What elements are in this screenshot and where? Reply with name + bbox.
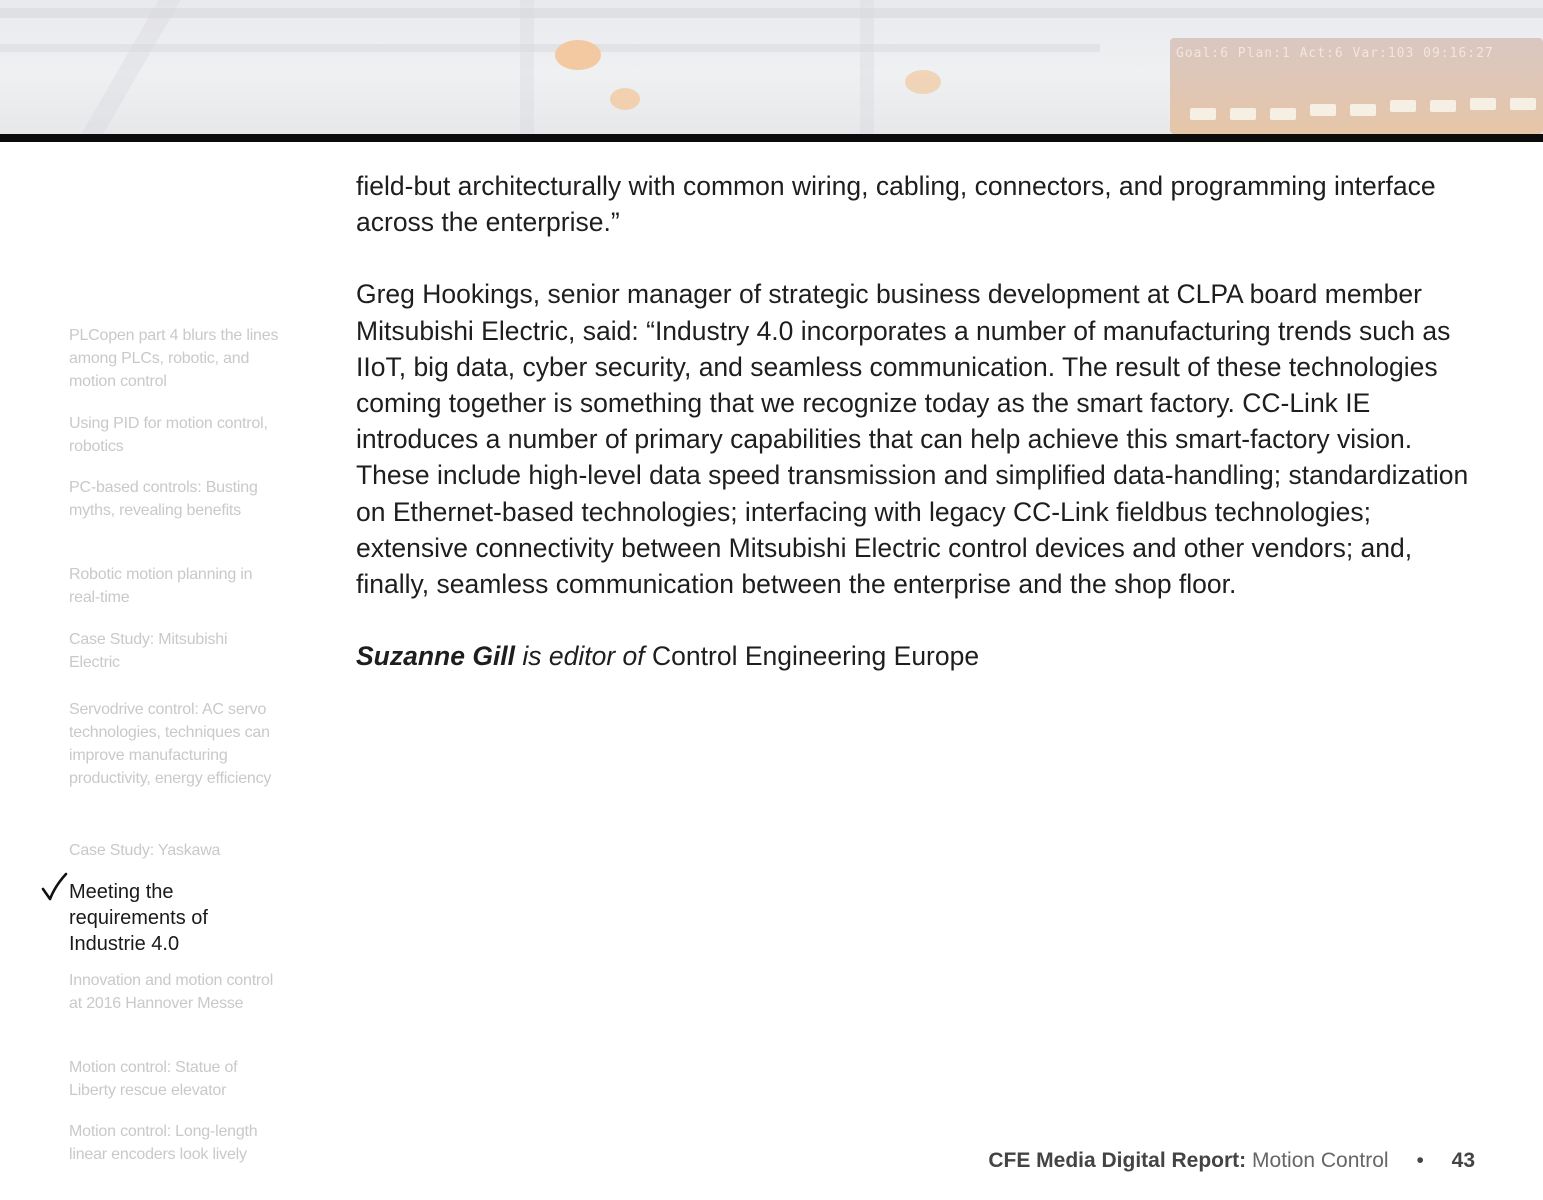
publication-name: Control Engineering Europe (652, 641, 980, 672)
toc-item-linear-encoders[interactable]: Motion control: Long-length linear encoders look lively (69, 1123, 258, 1163)
toc-item-pid-motion[interactable]: Using PID for motion control, robotics (69, 415, 268, 455)
report-topic: Motion Control (1252, 1149, 1389, 1172)
author-byline (356, 638, 1486, 674)
article-paragraph: Greg Hookings, senior manager of strategic business development at CLPA board member Mitsubishi Electric, said: “Industry 4.0 incorporates a number of manufacturing trends such as IIoT, big data, cyber security, and seamless communication. The result of these technologies coming together is something that we recognize today as the smart factory. CC-Link IE introduces a number of primary capabilities that can help achieve this smart-factory vision. These include high-level data speed transmission and simplified data-handling; standardization on Ethernet-based technologies; interfacing with legacy CC-Link fieldbus technologies; extensive connectivity between Mitsubishi Electric control devices and other vendors; and, finally, seamless communication between the enterprise and the shop floor. (356, 279, 1469, 600)
report-title: CFE Media Digital Report: (988, 1149, 1247, 1172)
toc-item-case-study-mitsubishi[interactable]: Case Study: Mitsubishi Electric (69, 631, 228, 671)
production-board-text: Goal:6 Plan:1 Act:6 Var:103 09:16:27 (1176, 46, 1494, 61)
author-name: Suzanne Gill (356, 641, 516, 672)
toc-item-plcopen[interactable]: PLCopen part 4 blurs the lines among PLCs, robotic, and motion control (69, 327, 279, 390)
footer-bullet: • (1416, 1149, 1424, 1172)
page-number: 43 (1451, 1149, 1475, 1172)
toc-item-servodrive[interactable]: Servodrive control: AC servo technologies, techniques can improve manufacturing productivity, energy efficiency (69, 701, 272, 787)
checkmark-icon (40, 872, 68, 902)
article-paragraph: field-but architecturally with common wiring, cabling, connectors, and programming interface across the enterprise.” (356, 171, 1436, 238)
toc-item-robotic-motion[interactable]: Robotic motion planning in real-time (69, 566, 253, 606)
toc-item-industrie-4-0[interactable]: Meeting the requirements of Industrie 4.0 (69, 881, 208, 955)
author-role: is editor of (522, 641, 645, 672)
header-divider (0, 134, 1543, 142)
article-body (356, 168, 1486, 674)
toc-item-hannover-messe[interactable]: Innovation and motion control at 2016 Hannover Messe (69, 972, 274, 1012)
header-banner-image (0, 0, 1543, 134)
production-board (1170, 38, 1543, 134)
toc-item-case-study-yaskawa[interactable]: Case Study: Yaskawa (69, 842, 221, 859)
toc-item-pc-based-controls[interactable]: PC-based controls: Busting myths, revealing benefits (69, 479, 258, 519)
page-footer (988, 1146, 1475, 1176)
toc-item-statue-of-liberty[interactable]: Motion control: Statue of Liberty rescue elevator (69, 1059, 238, 1099)
